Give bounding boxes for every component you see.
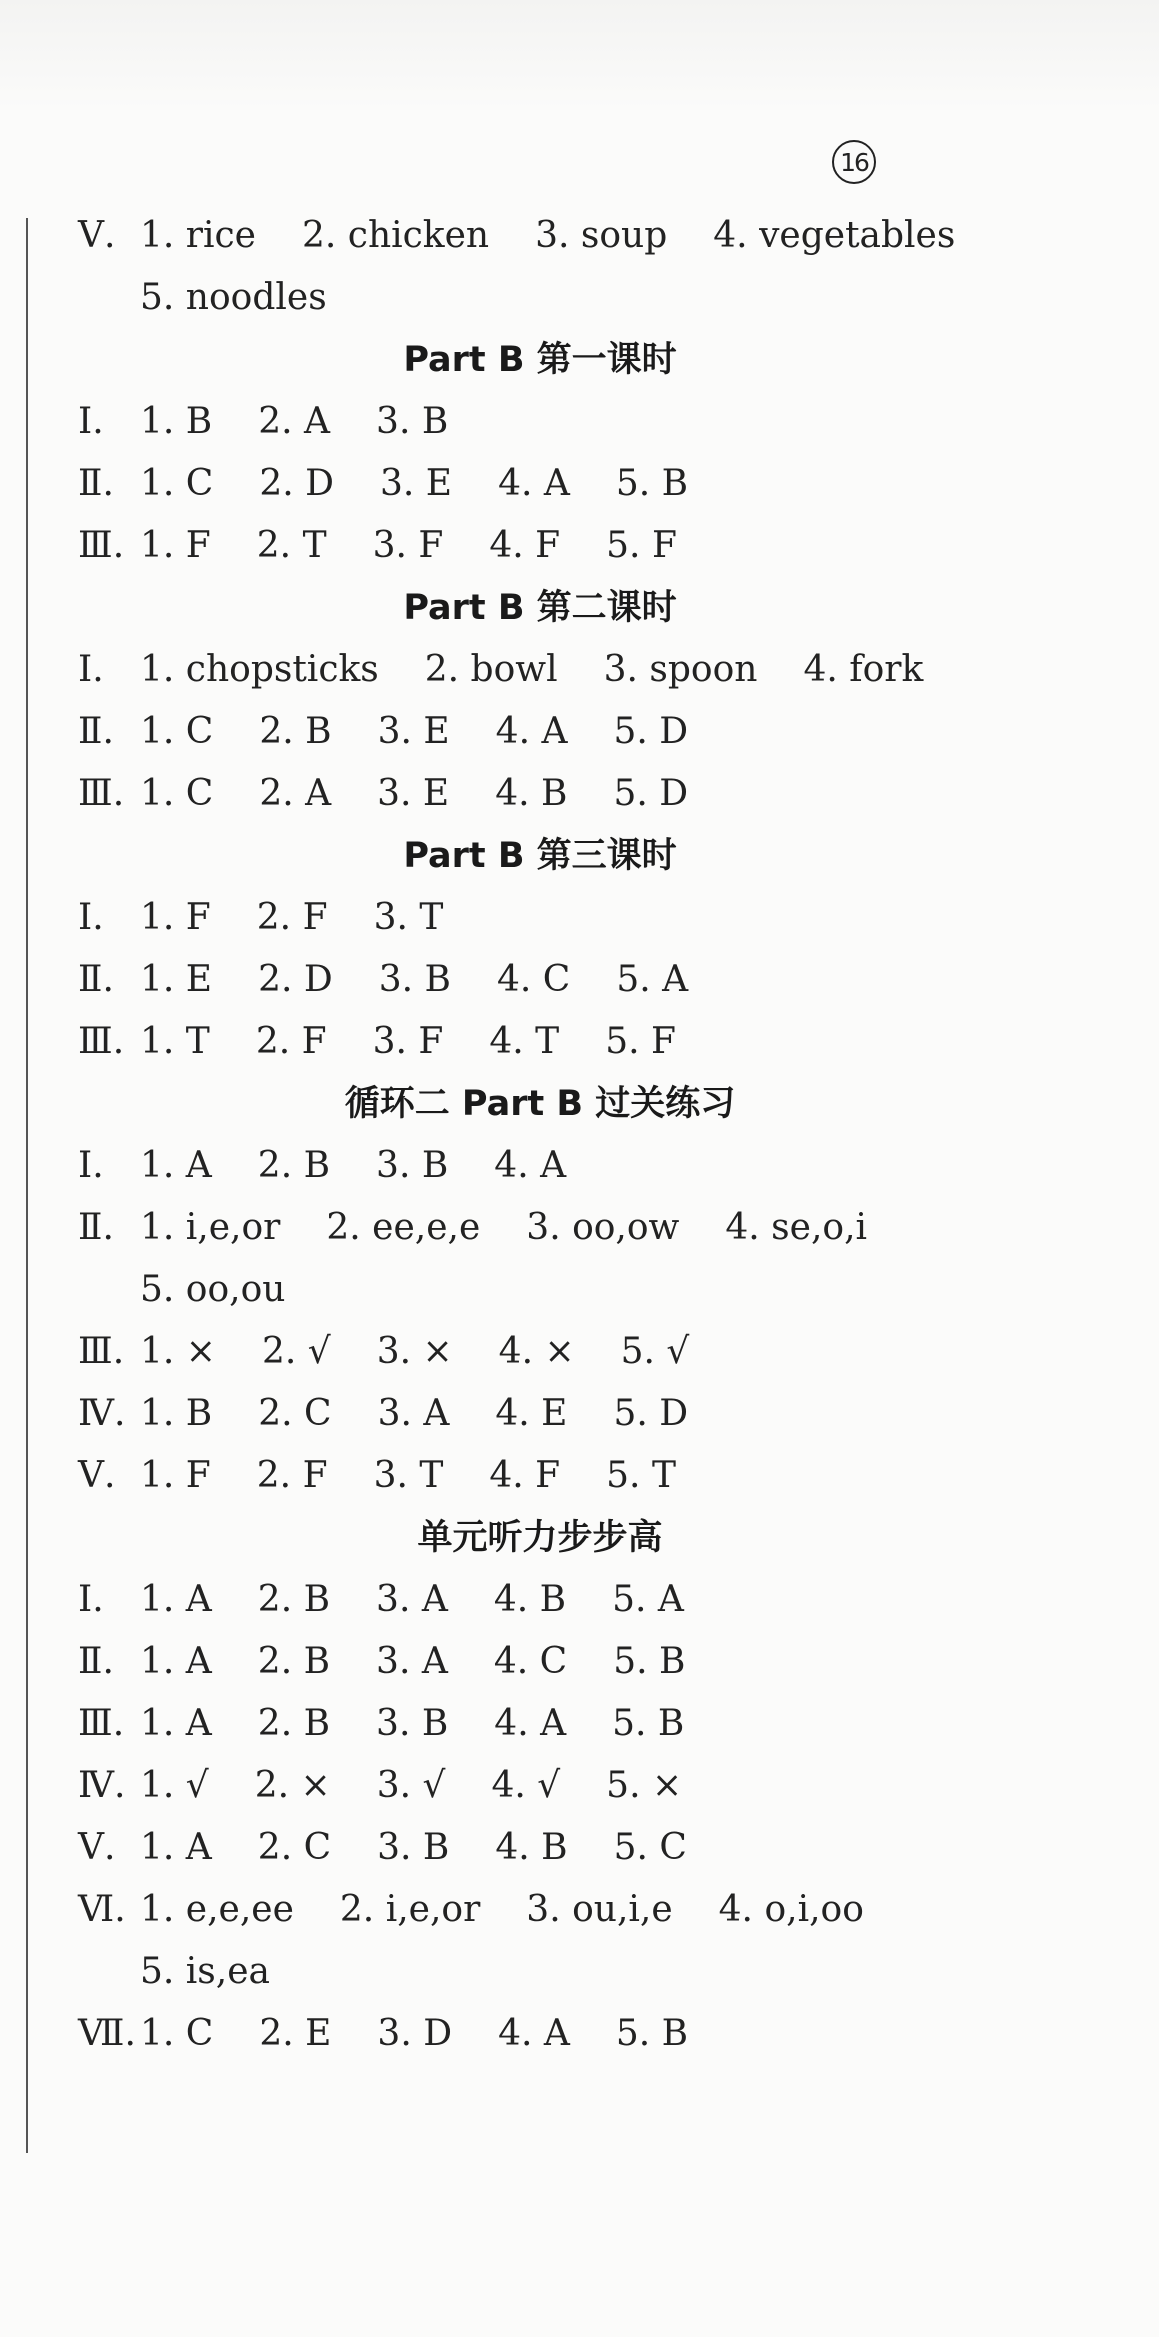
answer-items: [140, 1755, 728, 1817]
answer-item: 2. A: [258, 401, 331, 442]
answer-item: 4. ×: [498, 1331, 575, 1372]
section-heading: Part B 第三课时: [403, 836, 677, 876]
answer-item: 1. ×: [140, 1331, 216, 1372]
answer-item: 5. A: [612, 1579, 684, 1620]
answer-item: 5. B: [615, 463, 689, 504]
answer-item: 1. F: [140, 897, 211, 938]
answer-item: 1. C: [140, 711, 214, 752]
answer-item: 4. F: [489, 1455, 561, 1496]
answer-item: 3. soup: [535, 215, 668, 256]
answer-item: 2. F: [256, 1455, 328, 1496]
answer-items: [140, 1197, 913, 1259]
answer-item: 1. i,e,or: [140, 1207, 281, 1248]
answer-items: [140, 1693, 730, 1755]
answer-item: 5. D: [613, 773, 689, 814]
question-group-number: Ⅳ.: [78, 1393, 126, 1434]
answer-item: 4. B: [495, 773, 568, 814]
answer-item: 1. C: [140, 2013, 214, 2054]
answer-item: 5. √: [620, 1331, 690, 1372]
answer-item: 3. F: [372, 525, 444, 566]
answer-item: 1. C: [140, 463, 214, 504]
answer-item: 5. ×: [606, 1765, 683, 1806]
answer-item: 1. chopsticks: [140, 649, 379, 690]
answer-item: 5. D: [613, 1393, 689, 1434]
answer-item: 5. oo,ou: [140, 1269, 286, 1310]
answer-item: 1. e,e,ee: [140, 1889, 294, 1930]
answer-item: 5. F: [605, 1021, 676, 1062]
answer-item: 2. B: [257, 1579, 331, 1620]
answer-item: 3. √: [376, 1765, 446, 1806]
answer-item: 3. E: [377, 711, 450, 752]
page-top-shade: [0, 0, 1159, 110]
question-group-number: Ⅰ.: [78, 401, 104, 442]
answer-items: [140, 1383, 734, 1445]
answer-items: [140, 1631, 731, 1693]
answer-item: 3. B: [376, 1703, 449, 1744]
answer-item: 5. is,ea: [140, 1951, 270, 1992]
answer-item: 1. C: [140, 773, 214, 814]
answer-item: 3. oo,ow: [526, 1207, 680, 1248]
answer-item: 3. B: [377, 1827, 450, 1868]
question-group-number: Ⅴ.: [78, 215, 116, 256]
section-heading: 单元听力步步高: [417, 1518, 663, 1558]
section-heading: 循环二 Part B 过关练习: [344, 1084, 736, 1124]
answer-items: [140, 639, 969, 701]
answer-item: 2. bowl: [424, 649, 558, 690]
answer-item: 3. B: [378, 959, 451, 1000]
answer-items: [140, 701, 734, 763]
answer-items: [140, 515, 723, 577]
answer-item: 3. spoon: [603, 649, 758, 690]
answer-item: 2. D: [258, 959, 333, 1000]
question-group-number: Ⅲ.: [78, 1021, 125, 1062]
question-group-number: Ⅱ.: [78, 711, 114, 752]
question-group-number: Ⅲ.: [78, 1331, 125, 1372]
answer-item: 1. A: [140, 1579, 212, 1620]
answer-item: 1. rice: [140, 215, 256, 256]
answer-item: 4. vegetables: [713, 215, 956, 256]
answer-item: 3. A: [376, 1641, 448, 1682]
answer-item: 5. D: [613, 711, 689, 752]
question-group-number: Ⅱ.: [78, 1207, 114, 1248]
question-group-number: Ⅶ.: [78, 2013, 136, 2054]
answer-item: 1. B: [140, 401, 213, 442]
answer-item: 4. C: [493, 1641, 568, 1682]
answer-items: [140, 949, 734, 1011]
question-group-number: Ⅴ.: [78, 1827, 116, 1868]
answer-item: 3. A: [376, 1579, 448, 1620]
question-group-number: Ⅴ.: [78, 1455, 116, 1496]
answer-item: 4. A: [495, 711, 568, 752]
question-group-number: Ⅲ.: [78, 1703, 125, 1744]
answer-item: 5. C: [613, 1827, 687, 1868]
answer-item: 3. T: [373, 1455, 444, 1496]
answer-item: 3. F: [372, 1021, 444, 1062]
answer-items: [140, 267, 373, 329]
question-group-number: Ⅵ.: [78, 1889, 126, 1930]
question-group-number: Ⅱ.: [78, 463, 114, 504]
answer-item: 2. T: [256, 525, 327, 566]
answer-item: 1. A: [140, 1145, 212, 1186]
answer-item: 5. T: [606, 1455, 676, 1496]
answer-items: [140, 1259, 331, 1321]
answer-item: 3. B: [376, 401, 449, 442]
answer-item: 1. B: [140, 1393, 213, 1434]
answer-item: 2. B: [257, 1145, 331, 1186]
answer-items: [140, 1321, 735, 1383]
answer-item: 1. F: [140, 1455, 211, 1496]
answer-items: [140, 453, 734, 515]
answer-item: 4. √: [491, 1765, 561, 1806]
answer-item: 2. ee,e,e: [326, 1207, 481, 1248]
answer-items: [140, 1817, 733, 1879]
answer-item: 3. A: [377, 1393, 450, 1434]
answer-item: 4. fork: [803, 649, 924, 690]
question-group-number: Ⅲ.: [78, 773, 125, 814]
answer-item: 1. √: [140, 1765, 209, 1806]
section-heading: Part B 第二课时: [403, 588, 677, 628]
answer-item: 1. E: [140, 959, 213, 1000]
answer-item: 2. F: [256, 897, 328, 938]
answer-item: 2. B: [257, 1641, 331, 1682]
answer-item: 2. B: [259, 711, 332, 752]
question-group-number: Ⅰ.: [78, 1579, 104, 1620]
page-number: 16: [832, 140, 876, 184]
answer-items: [140, 205, 1001, 267]
answer-item: 5. A: [616, 959, 689, 1000]
answer-item: 4. se,o,i: [725, 1207, 868, 1248]
answer-item: 3. D: [377, 2013, 453, 2054]
answer-item: 2. chicken: [301, 215, 490, 256]
answer-item: 5. noodles: [140, 277, 327, 318]
answer-items: [140, 1879, 910, 1941]
answer-items: [140, 1011, 722, 1073]
answer-item: 4. B: [495, 1827, 568, 1868]
answer-items: [140, 887, 489, 949]
answer-item: 1. A: [140, 1827, 212, 1868]
answer-item: 4. A: [498, 463, 570, 504]
answer-items: [140, 1941, 316, 2003]
answer-item: 1. A: [140, 1703, 212, 1744]
question-group-number: Ⅰ.: [78, 897, 104, 938]
answer-item: 3. ×: [376, 1331, 453, 1372]
answer-item: 3. T: [373, 897, 444, 938]
margin-rule: [26, 218, 28, 2153]
question-group-number: Ⅰ.: [78, 649, 104, 690]
answer-items: [140, 1569, 730, 1631]
answer-items: [140, 763, 734, 825]
question-group-number: Ⅱ.: [78, 1641, 114, 1682]
question-group-number: Ⅰ.: [78, 1145, 104, 1186]
answer-item: 3. ou,i,e: [526, 1889, 673, 1930]
answer-items: [140, 1445, 722, 1507]
answer-item: 2. E: [259, 2013, 332, 2054]
answer-items: [140, 1135, 612, 1197]
answer-item: 4. T: [489, 1021, 560, 1062]
answer-item: 1. T: [140, 1021, 210, 1062]
answer-item: 2. √: [261, 1331, 331, 1372]
section-heading: Part B 第一课时: [403, 340, 677, 380]
answer-item: 2. D: [259, 463, 334, 504]
answer-item: 4. A: [498, 2013, 570, 2054]
answer-item: 1. A: [140, 1641, 212, 1682]
answer-item: 2. i,e,or: [339, 1889, 481, 1930]
answer-item: 2. F: [255, 1021, 327, 1062]
answer-item: 5. B: [612, 1703, 685, 1744]
answer-item: 4. C: [496, 959, 571, 1000]
answer-item: 4. E: [495, 1393, 568, 1434]
answer-item: 4. o,i,oo: [718, 1889, 864, 1930]
answer-item: 2. B: [257, 1703, 331, 1744]
answer-item: 3. E: [380, 463, 453, 504]
answer-item: 2. ×: [254, 1765, 331, 1806]
question-group-number: Ⅲ.: [78, 525, 125, 566]
answer-item: 5. B: [613, 1641, 686, 1682]
answer-items: [140, 391, 494, 453]
answer-item: 4. A: [494, 1145, 567, 1186]
answer-item: 4. B: [493, 1579, 567, 1620]
answer-item: 2. C: [257, 1827, 332, 1868]
question-group-number: Ⅳ.: [78, 1765, 126, 1806]
answer-item: 4. F: [489, 525, 561, 566]
answer-item: 5. F: [606, 525, 677, 566]
answer-item: 5. B: [615, 2013, 689, 2054]
answer-item: 4. A: [494, 1703, 567, 1744]
answer-item: 1. F: [140, 525, 211, 566]
answer-items: [140, 2003, 734, 2065]
question-group-number: Ⅱ.: [78, 959, 114, 1000]
answer-item: 2. C: [258, 1393, 332, 1434]
answer-item: 2. A: [259, 773, 332, 814]
answer-item: 3. E: [377, 773, 450, 814]
answer-item: 3. B: [376, 1145, 449, 1186]
